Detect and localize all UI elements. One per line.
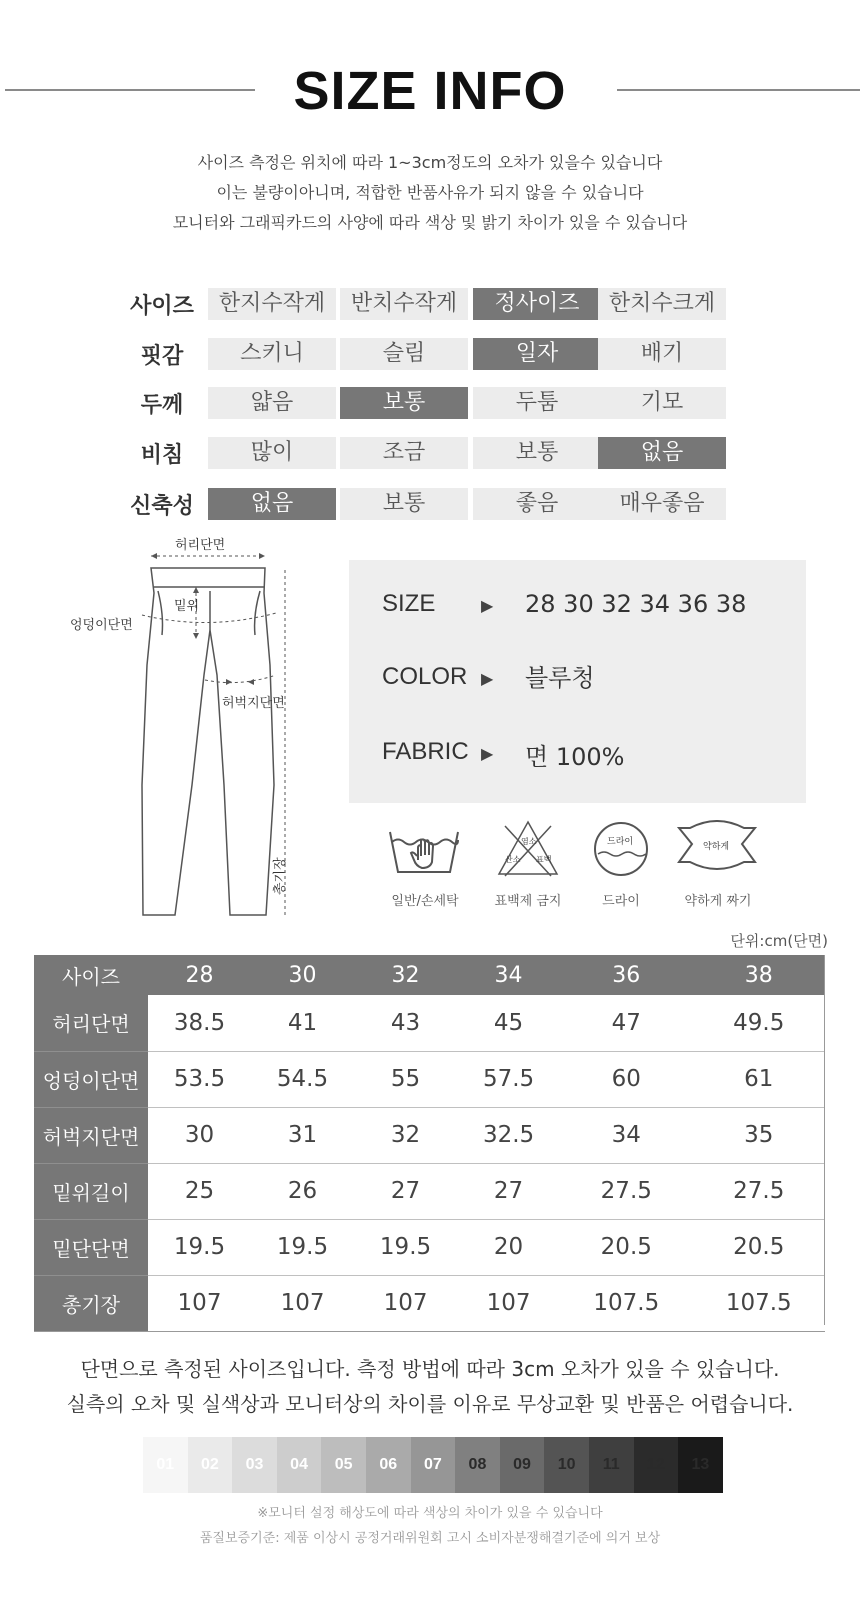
care-label: 일반/손세탁 (391, 894, 459, 909)
attribute-option: 얇음 (208, 387, 336, 419)
table-row-label: 허리단면 (34, 995, 148, 1051)
table-cell: 26 (251, 1163, 354, 1219)
table-row-label: 엉덩이단면 (34, 1051, 148, 1107)
table-cell: 61 (693, 1051, 825, 1107)
color-swatch: 06 (366, 1437, 411, 1493)
table-row-label: 허벅지단면 (34, 1107, 148, 1163)
notice-line: 이는 불량이아니며, 적합한 반품사유가 되지 않을 수 있습니다 (216, 183, 644, 202)
label-rise: 밑위 (174, 598, 200, 613)
attribute-option: 한지수작게 (208, 288, 336, 320)
table-row-label: 밑단단면 (34, 1219, 148, 1275)
size-value: 28 30 32 34 36 38 (525, 590, 747, 618)
table-cell: 55 (354, 1051, 457, 1107)
footer-line: 단면으로 측정된 사이즈입니다. 측정 방법에 따라 3cm 오차가 있을 수 있습니다. (80, 1357, 780, 1381)
table-cell: 32 (354, 1107, 457, 1163)
label-length: 총기장 (272, 857, 287, 895)
pants-diagram (60, 535, 300, 920)
table-cell: 54.5 (251, 1051, 354, 1107)
table-cell: 57.5 (457, 1051, 560, 1107)
table-cell: 35 (693, 1107, 825, 1163)
color-swatch: 11 (589, 1437, 634, 1493)
table-cell: 19.5 (354, 1219, 457, 1275)
table-cell: 38.5 (148, 995, 251, 1051)
table-cell: 45 (457, 995, 560, 1051)
fabric-value: 면 100% (525, 743, 625, 771)
color-swatch-strip (143, 1437, 723, 1493)
table-header-label: 사이즈 (34, 955, 148, 995)
table-row (34, 1163, 825, 1219)
table-cell: 107 (354, 1275, 457, 1331)
attribute-label: 비침 (140, 443, 184, 468)
attribute-option: 배기 (598, 338, 726, 370)
color-swatch: 02 (188, 1437, 233, 1493)
attribute-option: 슬림 (340, 338, 468, 370)
attribute-option-selected: 없음 (208, 488, 336, 520)
color-swatch: 12 (634, 1437, 679, 1493)
attribute-option: 스키니 (208, 338, 336, 370)
attribute-option: 조금 (340, 437, 468, 469)
table-row (34, 1219, 825, 1275)
table-cell: 60 (560, 1051, 692, 1107)
table-cell: 107.5 (560, 1275, 692, 1331)
attribute-option: 한치수크게 (598, 288, 726, 320)
table-cell: 34 (560, 1107, 692, 1163)
attribute-label: 신축성 (130, 494, 194, 519)
table-row (34, 1107, 825, 1163)
table-cell: 20 (457, 1219, 560, 1275)
attribute-label: 사이즈 (130, 294, 194, 319)
table-cell: 25 (148, 1163, 251, 1219)
table-header-row (34, 955, 825, 995)
color-key: COLOR (382, 663, 468, 690)
monitor-note: ※모니터 설정 해상도에 따라 색상의 차이가 있을 수 있습니다 (257, 1506, 603, 1521)
attribute-option-selected: 보통 (340, 387, 468, 419)
table-row-label: 총기장 (34, 1275, 148, 1331)
dry-clean-icon (590, 818, 652, 880)
notice-line: 사이즈 측정은 위치에 따라 1~3cm정도의 오차가 있을수 있습니다 (197, 153, 663, 172)
table-cell: 107 (457, 1275, 560, 1331)
table-cell: 32.5 (457, 1107, 560, 1163)
arrow-icon: ▶ (481, 669, 494, 688)
table-header-size: 36 (560, 955, 692, 995)
table-cell: 43 (354, 995, 457, 1051)
table-header-size: 30 (251, 955, 354, 995)
table-cell: 41 (251, 995, 354, 1051)
care-label: 표백제 금지 (494, 894, 562, 909)
attribute-option: 보통 (473, 437, 601, 469)
table-cell: 27 (354, 1163, 457, 1219)
table-cell: 49.5 (693, 995, 825, 1051)
table-cell: 30 (148, 1107, 251, 1163)
attribute-label: 핏감 (140, 344, 184, 369)
bleach-text: 염소 (521, 837, 537, 846)
arrow-icon: ▶ (481, 596, 494, 615)
attribute-option-selected: 일자 (473, 338, 601, 370)
attribute-option: 좋음 (473, 488, 601, 520)
color-value: 블루청 (525, 664, 595, 692)
care-label: 약하게 짜기 (684, 894, 752, 909)
table-cell: 107 (148, 1275, 251, 1331)
table-header-size: 38 (693, 955, 825, 995)
hand-wash-icon (384, 820, 464, 880)
attribute-option: 두툼 (473, 387, 601, 419)
wring-text: 약하게 (703, 842, 730, 852)
size-key: SIZE (382, 590, 436, 617)
label-thigh: 허벅지단면 (222, 695, 285, 710)
gentle-wring-icon (676, 820, 758, 872)
color-swatch: 09 (500, 1437, 545, 1493)
table-header-size: 28 (148, 955, 251, 995)
table-cell: 27.5 (693, 1163, 825, 1219)
bleach-text: 표백 (536, 855, 552, 864)
table-cell: 27.5 (560, 1163, 692, 1219)
care-label: 드라이 (602, 894, 640, 909)
color-swatch: 13 (678, 1437, 723, 1493)
unit-note: 단위:cm(단면) (730, 932, 828, 950)
size-table (34, 955, 825, 1332)
page-title: SIZE INFO (293, 61, 567, 121)
attribute-option: 많이 (208, 437, 336, 469)
table-cell: 47 (560, 995, 692, 1051)
table-row-label: 밑위길이 (34, 1163, 148, 1219)
attribute-label: 두께 (140, 393, 184, 418)
quality-note: 품질보증기준: 제품 이상시 공정거래위원회 고시 소비자분쟁해결기준에 의거 보상 (199, 1531, 661, 1546)
table-cell: 27 (457, 1163, 560, 1219)
attribute-option-selected: 없음 (598, 437, 726, 469)
arrow-icon: ▶ (481, 744, 494, 763)
dry-text: 드라이 (607, 837, 634, 847)
table-cell: 107.5 (693, 1275, 825, 1331)
table-cell: 107 (251, 1275, 354, 1331)
table-cell: 53.5 (148, 1051, 251, 1107)
color-swatch: 08 (455, 1437, 500, 1493)
table-cell: 19.5 (251, 1219, 354, 1275)
label-waist: 허리단면 (175, 537, 226, 552)
attribute-option-selected: 정사이즈 (473, 288, 601, 320)
table-cell: 20.5 (693, 1219, 825, 1275)
attribute-option: 보통 (340, 488, 468, 520)
color-swatch: 04 (277, 1437, 322, 1493)
table-row (34, 1051, 825, 1107)
table-header-size: 34 (457, 955, 560, 995)
label-hip: 엉덩이단면 (70, 617, 133, 632)
table-header-size: 32 (354, 955, 457, 995)
table-cell: 20.5 (560, 1219, 692, 1275)
color-swatch: 10 (544, 1437, 589, 1493)
table-cell: 31 (251, 1107, 354, 1163)
table-row (34, 1275, 825, 1331)
table-row (34, 995, 825, 1051)
attribute-option: 매우좋음 (598, 488, 726, 520)
attribute-option: 반치수작게 (340, 288, 468, 320)
color-swatch: 05 (321, 1437, 366, 1493)
fabric-key: FABRIC (382, 738, 469, 765)
notice-line: 모니터와 그래픽카드의 사양에 따라 색상 및 밝기 차이가 있을 수 있습니다 (172, 213, 688, 232)
no-bleach-icon (495, 818, 561, 880)
bleach-text: 산소 (505, 855, 521, 864)
table-cell: 19.5 (148, 1219, 251, 1275)
attribute-option: 기모 (598, 387, 726, 419)
color-swatch: 03 (232, 1437, 277, 1493)
color-swatch: 01 (143, 1437, 188, 1493)
color-swatch: 07 (411, 1437, 456, 1493)
footer-line: 실측의 오차 및 실색상과 모니터상의 차이를 이유로 무상교환 및 반품은 어렵습니다. (66, 1392, 794, 1416)
